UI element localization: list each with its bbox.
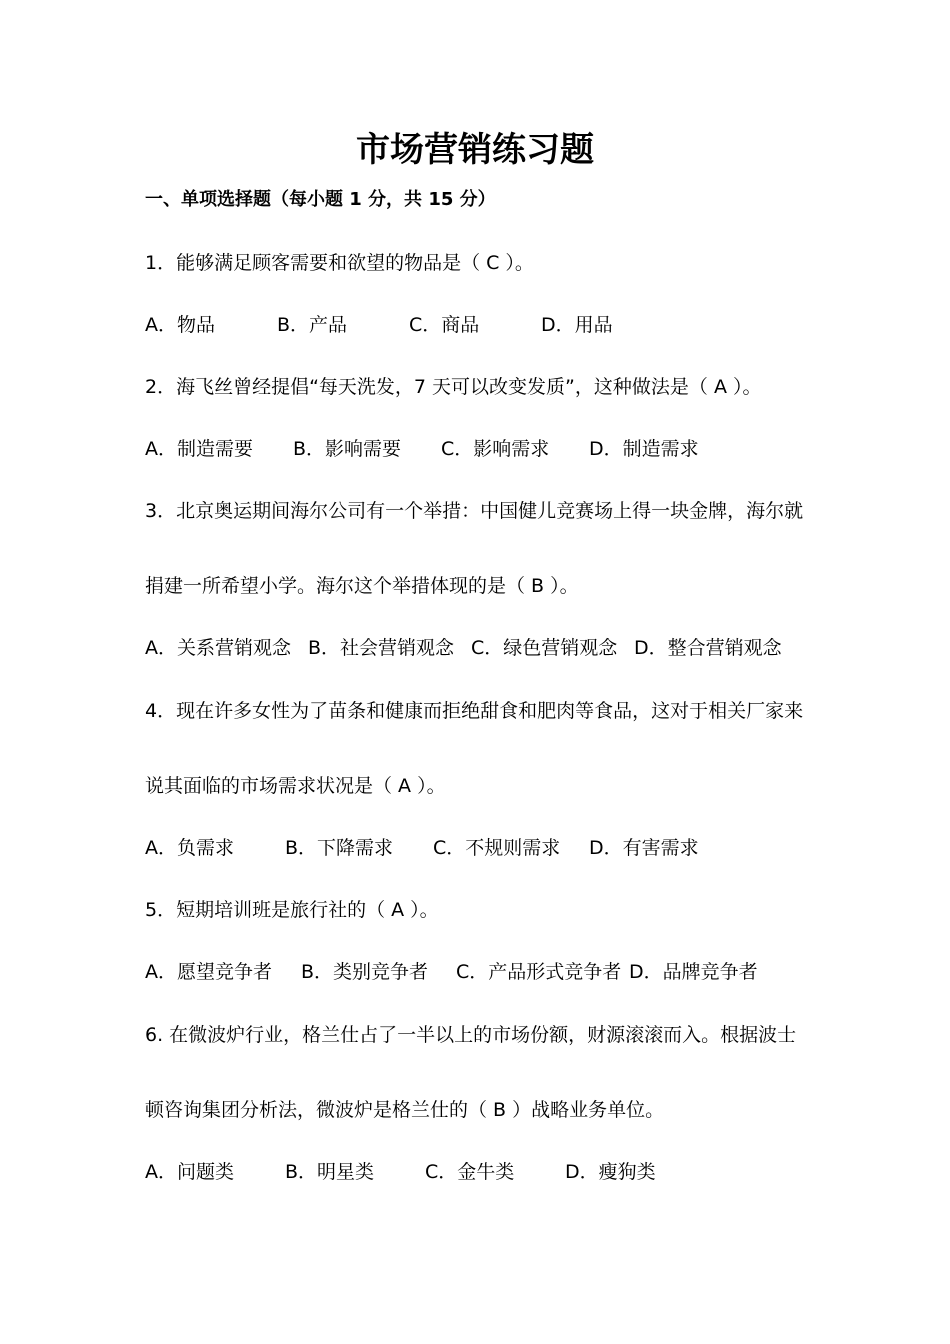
question-6-option-b: B．明星类	[285, 1161, 375, 1183]
question-4-option-b: B．下降需求	[285, 837, 394, 859]
question-3-option-d: D．整合营销观念	[634, 637, 782, 659]
question-5-option-c: C．产品形式竞争者	[456, 961, 622, 983]
question-4-text-line-2: 说其面临的市场需求状况是（ A ）。	[145, 775, 446, 797]
question-3-text-line-2: 捐建一所希望小学。海尔这个举措体现的是（ B ）。	[145, 575, 579, 597]
question-5-text: 5．短期培训班是旅行社的（ A ）。	[145, 899, 439, 921]
question-2-option-b: B．影响需要	[293, 438, 402, 460]
page-title: 市场营销练习题	[356, 130, 594, 170]
question-3-option-a: A．关系营销观念	[145, 637, 291, 659]
question-2-text: 2．海飞丝曾经提倡“每天洗发，7 天可以改变发质”，这种做法是（ A ）。	[145, 376, 762, 398]
question-5-option-a: A．愿望竞争者	[145, 961, 272, 983]
question-2-option-d: D．制造需求	[589, 438, 699, 460]
question-1-option-b: B．产品	[277, 314, 348, 336]
question-2-option-a: A．制造需要	[145, 438, 253, 460]
question-6-text-line-1: 6. 在微波炉行业，格兰仕占了一半以上的市场份额，财源滚滚而入。根据波士	[145, 1024, 797, 1046]
question-4-option-d: D．有害需求	[589, 837, 699, 859]
question-2-option-c: C．影响需求	[441, 438, 550, 460]
section-heading: 一、单项选择题（每小题 1 分，共 15 分）	[145, 189, 496, 210]
question-3-text-line-1: 3．北京奥运期间海尔公司有一个举措：中国健儿竞赛场上得一块金牌，海尔就	[145, 500, 804, 522]
question-3-option-c: C．绿色营销观念	[471, 637, 618, 659]
question-5-option-d: D．品牌竞争者	[629, 961, 758, 983]
question-6-option-c: C．金牛类	[425, 1161, 515, 1183]
question-6-option-a: A．问题类	[145, 1161, 234, 1183]
question-1-text: 1．能够满足顾客需要和欲望的物品是（ C ）。	[145, 252, 534, 274]
question-6-option-d: D．瘦狗类	[565, 1161, 656, 1183]
question-4-option-c: C．不规则需求	[433, 837, 561, 859]
question-6-text-line-2: 顿咨询集团分析法，微波炉是格兰仕的（ B ）战略业务单位。	[145, 1099, 665, 1121]
question-1-option-a: A．物品	[145, 314, 215, 336]
question-5-option-b: B．类别竞争者	[301, 961, 429, 983]
question-4-text-line-1: 4．现在许多女性为了苗条和健康而拒绝甜食和肥肉等食品，这对于相关厂家来	[145, 700, 804, 722]
question-4-option-a: A．负需求	[145, 837, 234, 859]
question-1-option-d: D．用品	[541, 314, 613, 336]
question-1-option-c: C．商品	[409, 314, 480, 336]
question-3-option-b: B．社会营销观念	[308, 637, 455, 659]
